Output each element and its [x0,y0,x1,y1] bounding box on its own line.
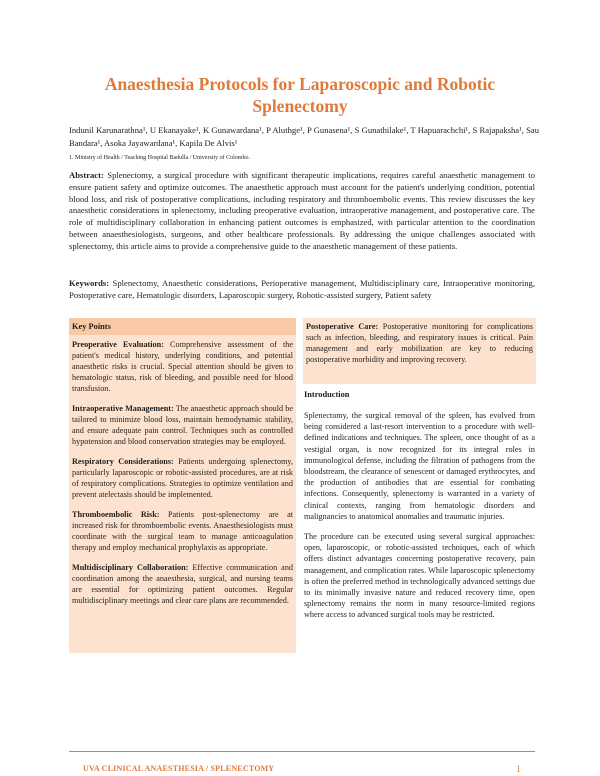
introduction-paragraph: Splenectomy, the surgical removal of the spleen, has evolved from being considered a last-resort intervention to a procedure with well-defined indications and techniques. The spleen, once thought of as a vestigial organ, is now recognized for its integral roles in immunological defense, including the filtration of pathogens from the bloodstream, the clearance of senescent or damaged erythrocytes, and the production of antibodies that are essential for combating infections. Consequently, splenectomy is warranted in a variety of clinical contexts, ranging from hematologic disorders and malignancies to anatomical anomalies and traumatic injuries. [304,411,535,521]
key-point-text: Comprehensive assessment of the patient's medical history, underlying conditions, and potential anaesthetic risks is crucial. Special attention should be given to hematologic status, risk of bleeding, and possible need for blood transfusion. [72,340,293,393]
key-point-label: Intraoperative Management: [72,404,174,413]
footer-divider [69,751,535,752]
key-point-text: The anaesthetic approach should be tailored to minimize blood loss, maintain hemodynamic stability, and ensure adequate pain control. Techniques such as controlled hypotension and blood conservation strategies may be employed. [72,404,293,446]
keywords-label: Keywords: [69,278,110,288]
postoperative-text: Postoperative monitoring for complications such as infection, bleeding, and respiratory issues is critical. Pain management and early mobilization are key to reducing postoperative morbidity and improving recovery. [306,322,533,364]
key-points-heading: Key Points [69,318,296,335]
key-point-thromboembolic [72,509,293,553]
page-number: 1 [516,764,521,774]
key-point-label: Respiratory Considerations: [72,457,174,466]
author-list: Indunil Karunarathna¹, U Ekanayake¹, K Gunawardana¹, P Aluthge¹, P Gunasena¹, S Gunathilake¹, T Hapuarachchi¹, S Rajapaksha¹, Sau Bandara¹, Asoka Jayawardana¹, Kapila De Alvis¹ [69,125,539,148]
abstract [69,170,535,253]
introduction-heading: Introduction [304,390,350,399]
key-point-text: Patients undergoing splenectomy, particularly laparoscopic or robotic-assisted procedures, are at risk of respiratory complications. Strategies to optimize ventilation and prevent atelectasis should be implemented. [72,457,293,499]
abstract-label: Abstract: [69,170,104,180]
key-point-preoperative [72,339,293,394]
footer-journal: UVA CLINICAL ANAESTHESIA / SPLENECTOMY [83,764,275,773]
abstract-text: Splenectomy, a surgical procedure with significant therapeutic implications, requires careful anaesthetic management to ensure patient safety and optimize outcomes. The anaesthetic approach must account for the patient's underlying condition, potential blood loss, and risk of postoperative complications, including respiratory and thromboembolic events. This review discusses the key anaesthetic considerations in splenectomy, including preoperative evaluation, intraoperative management, and postoperative care. The role of multidisciplinary collaboration in enhancing patient outcomes is emphasized, with particular attention to the coordination between anaesthesiologists, surgeons, and other healthcare professionals. By addressing the unique challenges associated with splenectomy, this article aims to provide a comprehensive guide to the anaesthetic management of these patients. [69,170,535,251]
key-point-label: Thromboembolic Risk: [72,510,160,519]
introduction-body [304,410,535,630]
affiliation: 1. Ministry of Health / Teaching Hospital Badulla / University of Colombo. [69,155,250,161]
key-point-respiratory [72,456,293,500]
key-points-box [69,318,296,653]
key-point-text: Patients post-splenectomy are at increased risk for thromboembolic events. Anaesthesiologists must coordinate with the surgical team to manage anticoagulation therapy and employ mechanical prophylaxis as appropriate. [72,510,293,552]
key-point-intraoperative [72,403,293,447]
postoperative-care-box [303,318,536,384]
postoperative-label: Postoperative Care: [306,322,379,331]
keywords [69,278,535,302]
page-footer [69,762,535,776]
key-point-label: Multidisciplinary Collaboration: [72,563,189,572]
introduction-paragraph: The procedure can be executed using several surgical approaches: open, laparoscopic, or robotic-assisted techniques, each of which offers distinct advantages concerning postoperative recovery, pain management, and complication rates. While laparoscopic splenectomy is often the preferred method in technologically advanced settings due to its minimally invasive nature and reduced recovery time, open splenectomy remains the norm in many resource-limited regions where access to advanced surgical tools may be restricted. [304,532,535,620]
paper-title: Anaesthesia Protocols for Laparoscopic and Robotic Splenectomy [104,74,496,116]
key-point-label: Preoperative Evaluation: [72,340,164,349]
key-point-multidisciplinary [72,562,293,606]
key-point-text: Effective communication and coordination among the anaesthesia, surgical, and nursing teams are essential for optimizing patient outcomes. Regular multidisciplinary meetings and clear care plans are recommended. [72,563,294,605]
keywords-text: Splenectomy, Anaesthetic considerations, Perioperative management, Multidisciplinary care, Intraoperative monitoring, Postoperative care, Hematologic disorders, Laparoscopic surgery, Robotic-assisted surgery, Patient safety [69,278,535,300]
